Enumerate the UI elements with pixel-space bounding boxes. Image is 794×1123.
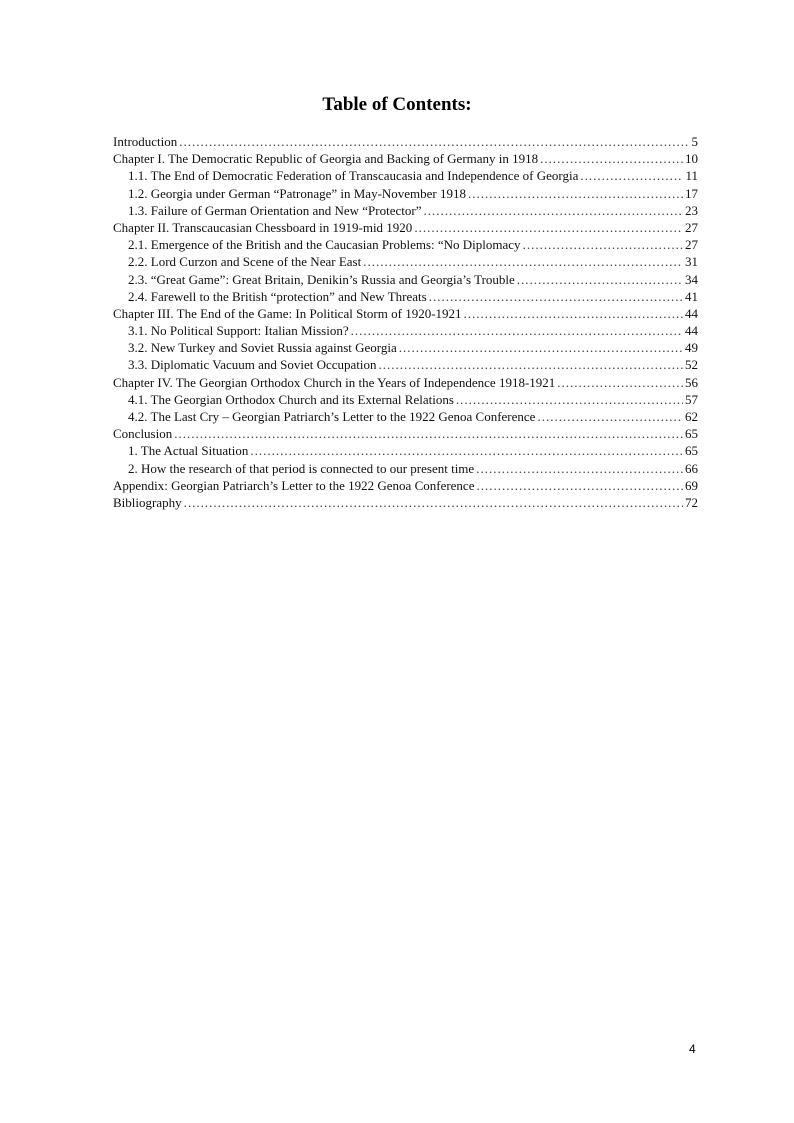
toc-entry [113, 442, 698, 459]
toc-entry-title: Bibliography [113, 494, 182, 510]
toc-entry-title: Chapter II. Transcaucasian Chessboard in 1919-mid 1920 [113, 219, 413, 235]
toc-entry-title: Chapter III. The End of the Game: In Political Storm of 1920-1921 [113, 305, 462, 321]
toc-entry-page: 34 [685, 271, 698, 287]
toc-entry-page: 5 [691, 134, 698, 149]
toc-entry-title: 2.2. Lord Curzon and Scene of the Near East [128, 254, 362, 270]
dot-leader [423, 202, 683, 219]
toc-entry-page: 56 [685, 374, 698, 390]
toc-entry [113, 494, 698, 511]
toc-entry [113, 477, 698, 494]
dot-leader [540, 150, 683, 167]
toc-entry-page: 44 [685, 305, 698, 321]
toc-entry-page: 11 [685, 168, 698, 184]
toc-entry-title: Chapter IV. The Georgian Orthodox Church in the Years of Independence 1918-1921 [113, 374, 556, 390]
toc-entry-page: 10 [685, 151, 698, 167]
toc-entry-title: 4.2. The Last Cry – Georgian Patriarch’s Letter to the 1922 Genoa Conference [128, 409, 536, 424]
page-number: 4 [689, 1042, 696, 1056]
toc-entry-page: 65 [685, 426, 698, 442]
toc-entry-page: 23 [685, 202, 698, 218]
toc-entry [113, 202, 698, 219]
toc-entry-title: 1.2. Georgia under German “Patronage” in May-November 1918 [128, 185, 467, 201]
toc-entry [113, 322, 698, 339]
toc-title: Table of Contents: [322, 94, 472, 115]
toc-entry [113, 253, 698, 270]
toc-entry-page: 17 [685, 185, 698, 201]
dot-leader [379, 356, 683, 373]
toc-entry [113, 356, 698, 373]
toc-entry [113, 219, 698, 236]
dot-leader [399, 339, 683, 356]
dot-leader [580, 167, 683, 184]
toc-entry-page: 49 [685, 340, 698, 356]
dot-leader [557, 374, 683, 391]
toc-entry-title: 3.3. Diplomatic Vacuum and Soviet Occupation [128, 357, 377, 373]
toc-entry [113, 374, 698, 391]
toc-entry [113, 271, 698, 288]
dot-leader [174, 425, 683, 442]
toc-entry-title: Introduction [113, 134, 178, 149]
toc-entry [113, 150, 698, 167]
toc-entry-title: Conclusion [113, 426, 173, 442]
table-of-contents [113, 133, 698, 511]
toc-entry [113, 391, 698, 408]
toc-entry-title: 2.3. “Great Game”: Great Britain, Denikin’s Russia and Georgia’s Trouble [128, 271, 515, 287]
toc-entry [113, 236, 698, 253]
toc-entry-page: 66 [685, 460, 698, 476]
dot-leader [476, 460, 683, 477]
toc-entry-page: 72 [685, 494, 698, 510]
dot-leader [179, 133, 689, 150]
toc-entry-title: 2.1. Emergence of the British and the Caucasian Problems: “No Diplomacy [128, 237, 521, 253]
toc-entry-title: 1.1. The End of Democratic Federation of Transcaucasia and Independence of Georgia [128, 168, 579, 184]
toc-entry-page: 27 [685, 219, 698, 235]
toc-entry-title: 2.4. Farewell to the British “protection” and New Threats [128, 288, 427, 304]
dot-leader [468, 185, 683, 202]
toc-entry [113, 185, 698, 202]
dot-leader [429, 288, 683, 305]
toc-entry-title: 3.2. New Turkey and Soviet Russia against Georgia [128, 340, 397, 356]
dot-leader [464, 305, 683, 322]
toc-entry [113, 133, 698, 150]
toc-entry-title: 1. The Actual Situation [128, 443, 249, 459]
toc-entry [113, 305, 698, 322]
dot-leader [476, 477, 683, 494]
toc-entry-page: 31 [685, 254, 698, 270]
toc-entry-title: 2. How the research of that period is connected to our present time [128, 460, 475, 476]
dot-leader [414, 219, 683, 236]
toc-entry-title: Chapter I. The Democratic Republic of Georgia and Backing of Germany in 1918 [113, 151, 539, 167]
toc-entry-page: 27 [685, 237, 698, 253]
dot-leader [363, 253, 683, 270]
dot-leader [351, 322, 683, 339]
dot-leader [184, 494, 683, 511]
toc-entry-page: 52 [685, 357, 698, 373]
dot-leader [456, 391, 683, 408]
dot-leader [250, 442, 683, 459]
toc-entry [113, 460, 698, 477]
toc-entry-page: 65 [685, 443, 698, 459]
toc-entry [113, 408, 698, 425]
dot-leader [517, 271, 683, 288]
toc-entry-page: 69 [685, 477, 698, 493]
toc-entry-title: 4.1. The Georgian Orthodox Church and its External Relations [128, 391, 454, 407]
dot-leader [537, 408, 683, 425]
toc-entry-page: 62 [685, 409, 698, 424]
toc-entry [113, 288, 698, 305]
toc-entry-page: 57 [685, 391, 698, 407]
toc-entry-title: Appendix: Georgian Patriarch’s Letter to the 1922 Genoa Conference [113, 477, 475, 493]
toc-entry-title: 1.3. Failure of German Orientation and New “Protector” [128, 202, 422, 218]
dot-leader [523, 236, 683, 253]
toc-entry [113, 425, 698, 442]
toc-entry [113, 339, 698, 356]
toc-entry-page: 44 [685, 323, 698, 339]
toc-entry-title: 3.1. No Political Support: Italian Mission? [128, 323, 349, 339]
toc-entry-page: 41 [685, 288, 698, 304]
toc-entry [113, 167, 698, 184]
